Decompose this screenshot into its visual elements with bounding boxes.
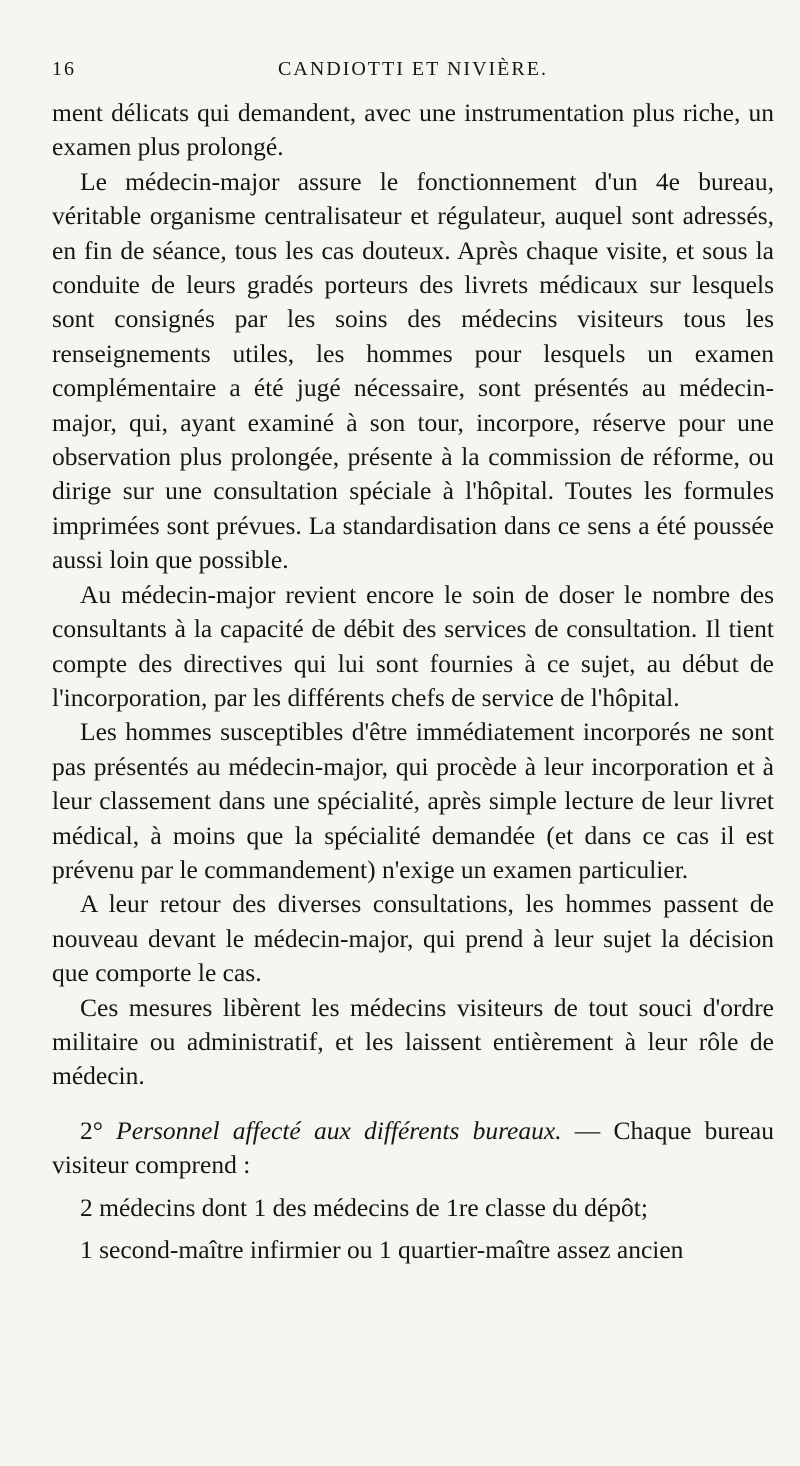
running-title: CANDIOTTI ET NIVIÈRE.: [278, 58, 548, 80]
paragraph-measures: Ces mesures libèrent les médecins visiteurs de tout souci d'ordre militaire ou administratif, et les laissent entièrement à leur rôle de médecin.: [52, 992, 774, 1091]
section-heading: Personnel affecté aux différents bureaux.: [116, 1115, 562, 1145]
paragraph-continuation: ment délicats qui demandent, avec une instrumentation plus riche, un examen plus prolongé.: [52, 98, 774, 162]
paragraph-consultants: Au médecin-major revient encore le soin de doser le nombre des consultants à la capacité de débit des services de consultation. Il tient compte des directives qui lui sont fournies à ce sujet, au début de l'incorporation, par les différents chefs de service de l'hôpital.: [52, 579, 774, 712]
section-intro: — Chaque bureau visiteur comprend :: [52, 1115, 774, 1180]
page-number: 16: [52, 58, 76, 80]
list-item: 1 second-maître infirmier ou 1 quartier-maître assez ancien: [80, 1235, 684, 1264]
list-item: 2 médecins dont 1 des médecins de 1re classe du dépôt;: [80, 1192, 648, 1222]
body-text: [52, 96, 774, 1267]
paragraph-fourth-bureau: Le médecin-major assure le fonctionnement d'un 4e bureau, véritable organisme centralisateur et régulateur, auquel sont adressés, en fin de séance, tous les cas douteux. Après chaque visite, et sous la conduite de leurs gradés porteurs des livrets médicaux sur lesquels sont consignés par les soins des médecins visiteurs tous les renseignements utiles, les hommes pour lesquels un examen complémentaire a été jugé nécessaire, sont présentés au médecin-major, qui, ayant examiné à son tour, incorpore, réserve pour une observation plus prolongée, présente à la commission de réforme, ou dirige sur une consultation spéciale à l'hôpital. Toutes les formules imprimées sont prévues. La standardisation dans ce sens a été poussée aussi loin que possible.: [52, 166, 774, 575]
running-head: [52, 58, 774, 92]
paragraph-immediate-incorporation: Les hommes susceptibles d'être immédiatement incorporés ne sont pas présentés au médecin-major, qui procède à leur incorporation et à leur classement dans une spécialité, après simple lecture de leur livret médical, à moins que la spécialité demandée (et dans ce cas il est prévenu par le commandement) n'exige un examen particulier.: [52, 717, 774, 884]
section-number: 2°: [80, 1115, 103, 1145]
paragraph-return: A leur retour des diverses consultations, les hommes passent de nouveau devant le médecin-major, qui prend à leur sujet la décision que comporte le cas.: [52, 889, 774, 988]
section-heading-paragraph: [52, 1114, 774, 1183]
